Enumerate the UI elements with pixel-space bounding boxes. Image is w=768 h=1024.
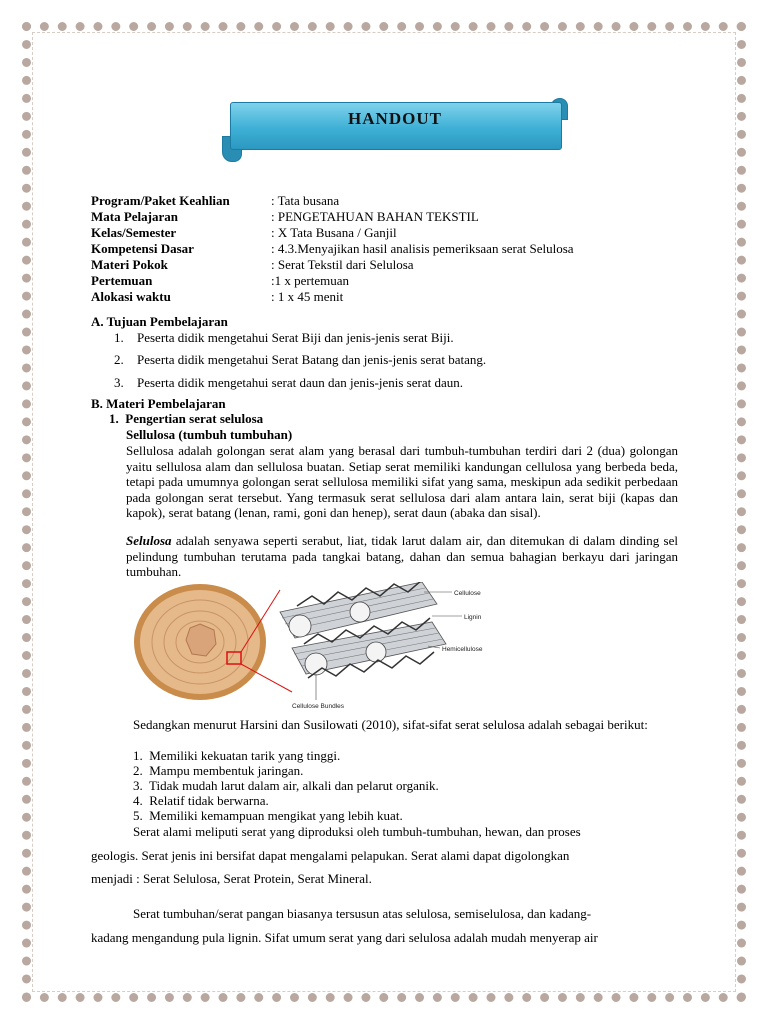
text-line: kadang mengandung pula lignin. Sifat umum serat yang dari selulosa adalah mudah menyerap air [91, 930, 598, 945]
info-label: Mata Pelajaran [91, 209, 179, 224]
section-b-title: B. Materi Pembelajaran [91, 396, 226, 411]
list-item: Peserta didik mengetahui serat daun dan jenis-jenis serat daun. [137, 375, 463, 390]
info-row [91, 225, 574, 241]
italic-term: Selulosa [126, 533, 172, 548]
text-line: menjadi : Serat Selulosa, Serat Protein, Serat Mineral. [91, 871, 372, 886]
info-value: : 1 x 45 menit [271, 289, 344, 304]
banner-title: HANDOUT [348, 109, 442, 128]
info-row [91, 241, 574, 257]
property-item: 5. Memiliki kemampuan mengikat yang lebih kuat. [133, 808, 403, 823]
property-item: 4. Relatif tidak berwarna. [133, 793, 269, 808]
info-value: : Tata busana [271, 193, 340, 208]
list-number: 2. [114, 352, 124, 367]
info-label: Materi Pokok [91, 257, 168, 272]
info-label: Alokasi waktu [91, 289, 171, 304]
info-value: : PENGETAHUAN BAHAN TEKSTIL [271, 209, 479, 224]
list-item: Peserta didik mengetahui Serat Batang dan jenis-jenis serat batang. [137, 352, 487, 367]
info-value: : Serat Tekstil dari Selulosa [271, 257, 414, 272]
info-value: : 4.3.Menyajikan hasil analisis pemeriksaan serat Selulosa [271, 241, 574, 256]
text-line: Serat alami meliputi serat yang diproduksi oleh tumbuh-tumbuhan, hewan, dan proses [133, 824, 581, 839]
text-line: geologis. Serat jenis ini bersifat dapat mengalami pelapukan. Serat alami dapat digolongkan [91, 848, 570, 863]
label-cellulose: Cellulose [454, 590, 481, 597]
info-row [91, 289, 574, 305]
info-value: : X Tata Busana / Ganjil [271, 225, 397, 240]
label-cellulose-bundles: Cellulose Bundles [292, 703, 345, 710]
list-number: 1. [114, 330, 124, 345]
handout-banner [222, 98, 568, 162]
list-number: 3. [114, 375, 124, 390]
paragraph-text: adalah senyawa seperti serabut, liat, tidak larut dalam air, dan ditemukan di dalam dinding sel pelindung tumbuhan terutama pada tangkai batang, dahan dan semua bahagian berkayu dari jaringan tumbuhan. [126, 533, 678, 580]
paragraph-sifat: Sedangkan menurut Harsini dan Susilowati (2010), sifat-sifat serat selulosa adalah sebagai berikut: [133, 717, 648, 732]
section-b-heading: Sellulosa (tumbuh tumbuhan) [126, 427, 293, 442]
label-hemicellulose: Hemicellulose [442, 646, 483, 653]
text-line: Serat tumbuhan/serat pangan biasanya tersusun atas selulosa, semiselulosa, dan kadang- [133, 906, 592, 921]
cellulose-diagram [132, 582, 522, 710]
list-item: Peserta didik mengetahui Serat Biji dan jenis-jenis serat Biji. [137, 330, 454, 345]
paragraph-selulosa [126, 533, 678, 580]
info-row [91, 193, 574, 209]
info-label: Program/Paket Keahlian [91, 193, 230, 208]
section-b-subtitle: 1. Pengertian serat selulosa [109, 411, 264, 426]
cellulose-figure [132, 582, 522, 710]
info-table [91, 193, 574, 305]
info-row [91, 257, 574, 273]
info-row [91, 209, 574, 225]
property-item: 2. Mampu membentuk jaringan. [133, 763, 304, 778]
property-item: 3. Tidak mudah larut dalam air, alkali dan pelarut organik. [133, 778, 439, 793]
label-lignin: Lignin [464, 614, 482, 621]
info-label: Kelas/Semester [91, 225, 177, 240]
section-a-title: A. Tujuan Pembelajaran [91, 314, 228, 329]
info-label: Pertemuan [91, 273, 153, 288]
property-item: 1. Memiliki kekuatan tarik yang tinggi. [133, 748, 341, 763]
info-label: Kompetensi Dasar [91, 241, 194, 256]
info-row [91, 273, 574, 289]
info-value: :1 x pertemuan [271, 273, 349, 288]
paragraph-sellulosa: Sellulosa adalah golongan serat alam yang berasal dari tumbuh-tumbuhan terdiri dari 2 (dua) golongan yaitu sellulosa alam dan sellulosa buatan. Setiap serat memiliki kandungan cellulosa yang berbeda beda, tetapi pada umumnya golongan serat sellulosa memiliki sifat yang sama, meskipun ada sedikit perbedaan pada golongan serat tersebut. Yang termasuk serat sellulosa dari alam antara lain, serat biji (kapas dan kapok), serat batang (lenan, rami, goni dan henep), serat daun (abaka dan sisal). [126, 443, 678, 521]
